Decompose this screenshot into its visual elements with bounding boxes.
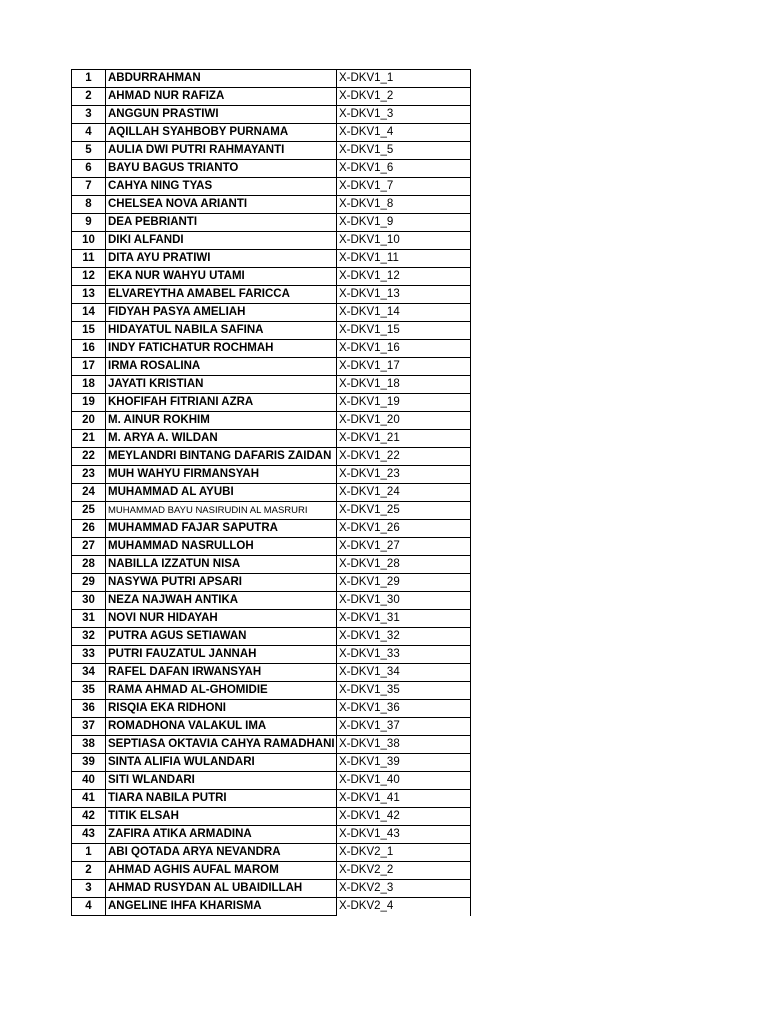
class-code-cell: X-DKV1_18 — [337, 376, 471, 394]
table-row — [72, 178, 471, 196]
student-name-cell: KHOFIFAH FITRIANI AZRA — [106, 394, 337, 412]
student-name-cell: IRMA ROSALINA — [106, 358, 337, 376]
table-row — [72, 682, 471, 700]
class-code-cell: X-DKV1_32 — [337, 628, 471, 646]
table-row — [72, 700, 471, 718]
row-number-cell: 33 — [72, 646, 106, 664]
table-row — [72, 70, 471, 88]
table-row — [72, 142, 471, 160]
table-row — [72, 358, 471, 376]
class-code-cell: X-DKV1_10 — [337, 232, 471, 250]
class-code-cell: X-DKV1_16 — [337, 340, 471, 358]
table-row — [72, 106, 471, 124]
class-code-cell: X-DKV1_39 — [337, 754, 471, 772]
student-table-body — [72, 70, 471, 916]
student-name-cell: MUHAMMAD FAJAR SAPUTRA — [106, 520, 337, 538]
student-name-cell: DEA PEBRIANTI — [106, 214, 337, 232]
table-row — [72, 160, 471, 178]
table-row — [72, 466, 471, 484]
row-number-cell: 16 — [72, 340, 106, 358]
student-name-cell: ANGGUN PRASTIWI — [106, 106, 337, 124]
table-row — [72, 844, 471, 862]
row-number-cell: 12 — [72, 268, 106, 286]
student-name-cell: ABDURRAHMAN — [106, 70, 337, 88]
class-code-cell: X-DKV1_2 — [337, 88, 471, 106]
table-row — [72, 880, 471, 898]
row-number-cell: 2 — [72, 862, 106, 880]
student-name-cell: MUH WAHYU FIRMANSYAH — [106, 466, 337, 484]
student-name-cell: M. ARYA A. WILDAN — [106, 430, 337, 448]
student-name-cell: RAMA AHMAD AL-GHOMIDIE — [106, 682, 337, 700]
class-code-cell: X-DKV1_38 — [337, 736, 471, 754]
table-row — [72, 286, 471, 304]
class-code-cell: X-DKV2_1 — [337, 844, 471, 862]
row-number-cell: 11 — [72, 250, 106, 268]
class-code-cell: X-DKV1_43 — [337, 826, 471, 844]
student-name-cell: HIDAYATUL NABILA SAFINA — [106, 322, 337, 340]
row-number-cell: 34 — [72, 664, 106, 682]
table-row — [72, 250, 471, 268]
table-row — [72, 124, 471, 142]
table-row — [72, 412, 471, 430]
table-row — [72, 862, 471, 880]
row-number-cell: 13 — [72, 286, 106, 304]
class-code-cell: X-DKV1_29 — [337, 574, 471, 592]
class-code-cell: X-DKV1_8 — [337, 196, 471, 214]
class-code-cell: X-DKV1_34 — [337, 664, 471, 682]
student-name-cell: AQILLAH SYAHBOBY PURNAMA — [106, 124, 337, 142]
student-name-cell: AHMAD NUR RAFIZA — [106, 88, 337, 106]
row-number-cell: 43 — [72, 826, 106, 844]
row-number-cell: 17 — [72, 358, 106, 376]
row-number-cell: 6 — [72, 160, 106, 178]
class-code-cell: X-DKV1_24 — [337, 484, 471, 502]
student-name-cell: BAYU BAGUS TRIANTO — [106, 160, 337, 178]
table-row — [72, 790, 471, 808]
class-code-cell: X-DKV1_26 — [337, 520, 471, 538]
table-row — [72, 304, 471, 322]
student-name-cell: SINTA ALIFIA WULANDARI — [106, 754, 337, 772]
row-number-cell: 14 — [72, 304, 106, 322]
student-name-cell: MUHAMMAD AL AYUBI — [106, 484, 337, 502]
class-code-cell: X-DKV1_42 — [337, 808, 471, 826]
student-name-cell: TITIK ELSAH — [106, 808, 337, 826]
table-row — [72, 898, 471, 916]
student-name-cell: M. AINUR ROKHIM — [106, 412, 337, 430]
class-code-cell: X-DKV1_41 — [337, 790, 471, 808]
class-code-cell: X-DKV1_20 — [337, 412, 471, 430]
table-row — [72, 646, 471, 664]
table-row — [72, 592, 471, 610]
row-number-cell: 29 — [72, 574, 106, 592]
row-number-cell: 28 — [72, 556, 106, 574]
class-code-cell: X-DKV1_12 — [337, 268, 471, 286]
row-number-cell: 31 — [72, 610, 106, 628]
class-code-cell: X-DKV1_13 — [337, 286, 471, 304]
class-code-cell: X-DKV1_36 — [337, 700, 471, 718]
row-number-cell: 19 — [72, 394, 106, 412]
student-name-cell: SEPTIASA OKTAVIA CAHYA RAMADHANI — [106, 736, 337, 754]
table-row — [72, 754, 471, 772]
student-table — [71, 69, 471, 916]
row-number-cell: 20 — [72, 412, 106, 430]
class-code-cell: X-DKV1_17 — [337, 358, 471, 376]
class-code-cell: X-DKV1_25 — [337, 502, 471, 520]
table-row — [72, 538, 471, 556]
student-name-cell: ELVAREYTHA AMABEL FARICCA — [106, 286, 337, 304]
row-number-cell: 8 — [72, 196, 106, 214]
row-number-cell: 37 — [72, 718, 106, 736]
table-row — [72, 322, 471, 340]
student-name-cell: ANGELINE IHFA KHARISMA — [106, 898, 337, 916]
student-name-cell: PUTRA AGUS SETIAWAN — [106, 628, 337, 646]
row-number-cell: 38 — [72, 736, 106, 754]
table-row — [72, 574, 471, 592]
student-name-cell: DITA AYU PRATIWI — [106, 250, 337, 268]
class-code-cell: X-DKV1_22 — [337, 448, 471, 466]
student-name-cell: MEYLANDRI BINTANG DAFARIS ZAIDAN — [106, 448, 337, 466]
row-number-cell: 3 — [72, 880, 106, 898]
class-code-cell: X-DKV1_27 — [337, 538, 471, 556]
row-number-cell: 30 — [72, 592, 106, 610]
class-code-cell: X-DKV1_33 — [337, 646, 471, 664]
class-code-cell: X-DKV1_30 — [337, 592, 471, 610]
row-number-cell: 22 — [72, 448, 106, 466]
class-code-cell: X-DKV1_21 — [337, 430, 471, 448]
row-number-cell: 26 — [72, 520, 106, 538]
class-code-cell: X-DKV1_3 — [337, 106, 471, 124]
student-name-cell: SITI WLANDARI — [106, 772, 337, 790]
table-row — [72, 448, 471, 466]
student-name-cell: NASYWA PUTRI APSARI — [106, 574, 337, 592]
table-row — [72, 430, 471, 448]
row-number-cell: 1 — [72, 70, 106, 88]
table-row — [72, 196, 471, 214]
table-row — [72, 826, 471, 844]
table-row — [72, 214, 471, 232]
table-row — [72, 88, 471, 106]
student-name-cell: NEZA NAJWAH ANTIKA — [106, 592, 337, 610]
class-code-cell: X-DKV2_2 — [337, 862, 471, 880]
row-number-cell: 21 — [72, 430, 106, 448]
row-number-cell: 2 — [72, 88, 106, 106]
student-name-cell: AHMAD AGHIS AUFAL MAROM — [106, 862, 337, 880]
table-row — [72, 232, 471, 250]
student-name-cell: FIDYAH PASYA AMELIAH — [106, 304, 337, 322]
student-name-cell: JAYATI KRISTIAN — [106, 376, 337, 394]
student-name-cell: AULIA DWI PUTRI RAHMAYANTI — [106, 142, 337, 160]
table-row — [72, 484, 471, 502]
table-row — [72, 718, 471, 736]
table-row — [72, 376, 471, 394]
table-row — [72, 268, 471, 286]
table-row — [72, 610, 471, 628]
class-code-cell: X-DKV1_40 — [337, 772, 471, 790]
class-code-cell: X-DKV1_11 — [337, 250, 471, 268]
table-row — [72, 664, 471, 682]
class-code-cell: X-DKV1_7 — [337, 178, 471, 196]
table-row — [72, 502, 471, 520]
student-name-cell: AHMAD RUSYDAN AL UBAIDILLAH — [106, 880, 337, 898]
table-row — [72, 736, 471, 754]
row-number-cell: 7 — [72, 178, 106, 196]
student-name-cell: ZAFIRA ATIKA ARMADINA — [106, 826, 337, 844]
class-code-cell: X-DKV2_3 — [337, 880, 471, 898]
class-code-cell: X-DKV1_35 — [337, 682, 471, 700]
student-name-cell: ROMADHONA VALAKUL IMA — [106, 718, 337, 736]
row-number-cell: 9 — [72, 214, 106, 232]
class-code-cell: X-DKV1_31 — [337, 610, 471, 628]
student-name-cell: INDY FATICHATUR ROCHMAH — [106, 340, 337, 358]
row-number-cell: 35 — [72, 682, 106, 700]
class-code-cell: X-DKV1_19 — [337, 394, 471, 412]
class-code-cell: X-DKV1_15 — [337, 322, 471, 340]
student-name-cell: PUTRI FAUZATUL JANNAH — [106, 646, 337, 664]
student-name-cell: RAFEL DAFAN IRWANSYAH — [106, 664, 337, 682]
table-row — [72, 394, 471, 412]
row-number-cell: 25 — [72, 502, 106, 520]
row-number-cell: 10 — [72, 232, 106, 250]
class-code-cell: X-DKV1_5 — [337, 142, 471, 160]
student-name-cell: MUHAMMAD NASRULLOH — [106, 538, 337, 556]
table-row — [72, 772, 471, 790]
row-number-cell: 32 — [72, 628, 106, 646]
row-number-cell: 4 — [72, 898, 106, 916]
table-row — [72, 808, 471, 826]
row-number-cell: 41 — [72, 790, 106, 808]
row-number-cell: 40 — [72, 772, 106, 790]
student-name-cell: RISQIA EKA RIDHONI — [106, 700, 337, 718]
row-number-cell: 27 — [72, 538, 106, 556]
table-row — [72, 340, 471, 358]
student-name-cell: CHELSEA NOVA ARIANTI — [106, 196, 337, 214]
row-number-cell: 5 — [72, 142, 106, 160]
class-code-cell: X-DKV1_37 — [337, 718, 471, 736]
row-number-cell: 39 — [72, 754, 106, 772]
row-number-cell: 42 — [72, 808, 106, 826]
class-code-cell: X-DKV1_4 — [337, 124, 471, 142]
class-code-cell: X-DKV1_14 — [337, 304, 471, 322]
row-number-cell: 18 — [72, 376, 106, 394]
class-code-cell: X-DKV1_28 — [337, 556, 471, 574]
table-row — [72, 520, 471, 538]
student-name-cell: MUHAMMAD BAYU NASIRUDIN AL MASRURI — [106, 502, 337, 520]
class-code-cell: X-DKV1_6 — [337, 160, 471, 178]
student-name-cell: DIKI ALFANDI — [106, 232, 337, 250]
row-number-cell: 1 — [72, 844, 106, 862]
class-code-cell: X-DKV2_4 — [337, 898, 471, 916]
row-number-cell: 36 — [72, 700, 106, 718]
student-name-cell: NABILLA IZZATUN NISA — [106, 556, 337, 574]
student-name-cell: CAHYA NING TYAS — [106, 178, 337, 196]
row-number-cell: 4 — [72, 124, 106, 142]
row-number-cell: 23 — [72, 466, 106, 484]
class-code-cell: X-DKV1_1 — [337, 70, 471, 88]
table-row — [72, 628, 471, 646]
class-code-cell: X-DKV1_23 — [337, 466, 471, 484]
row-number-cell: 3 — [72, 106, 106, 124]
class-code-cell: X-DKV1_9 — [337, 214, 471, 232]
student-name-cell: EKA NUR WAHYU UTAMI — [106, 268, 337, 286]
student-name-cell: NOVI NUR HIDAYAH — [106, 610, 337, 628]
student-name-cell: TIARA NABILA PUTRI — [106, 790, 337, 808]
table-row — [72, 556, 471, 574]
student-name-cell: ABI QOTADA ARYA NEVANDRA — [106, 844, 337, 862]
row-number-cell: 15 — [72, 322, 106, 340]
row-number-cell: 24 — [72, 484, 106, 502]
